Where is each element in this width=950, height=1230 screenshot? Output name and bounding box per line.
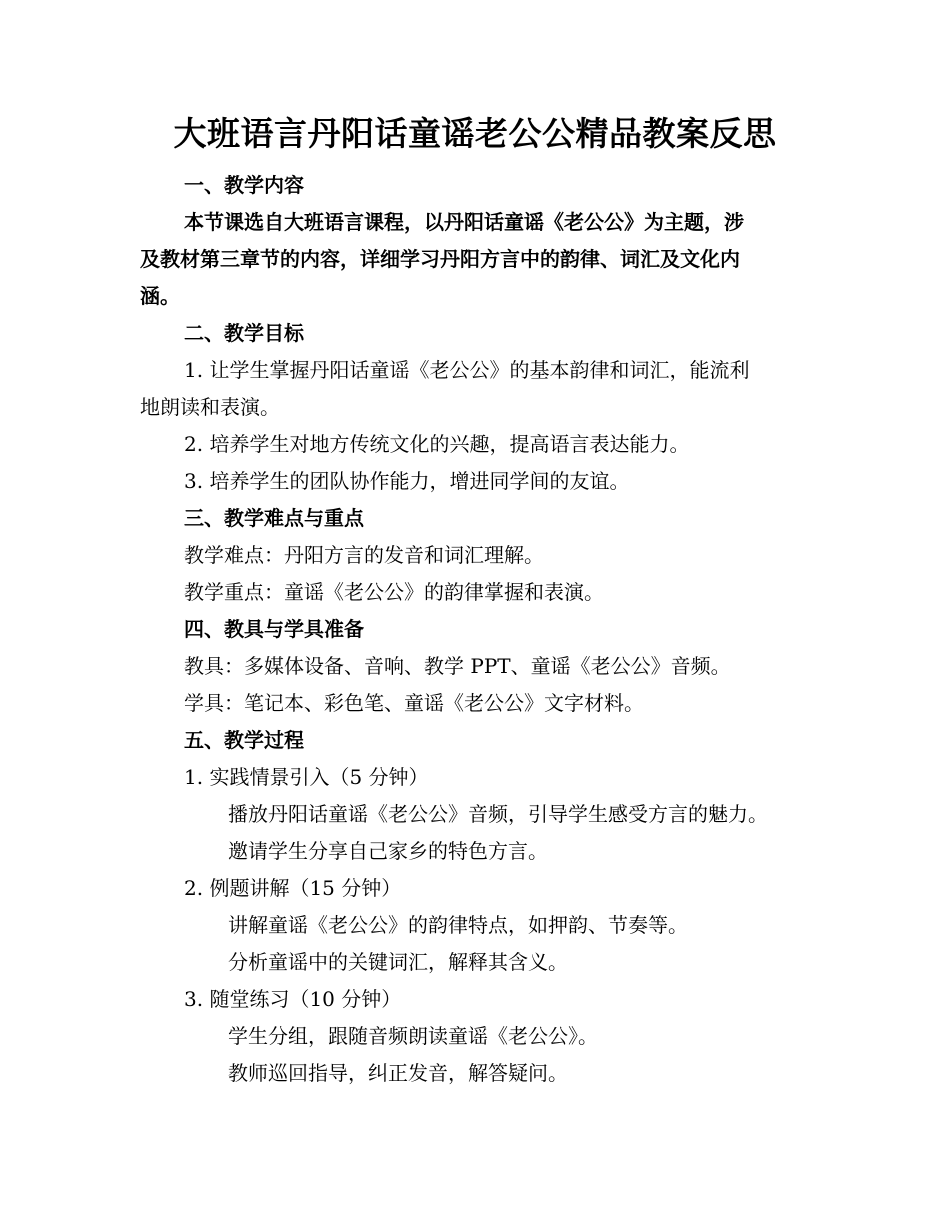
objective-item-continuation: 地朗读和表演。 — [140, 395, 280, 419]
student-tools-text: 学具：笔记本、彩色笔、童谣《老公公》文字材料。 — [184, 691, 644, 715]
section-heading-materials: 四、教具与学具准备 — [184, 617, 364, 641]
process-step-label: 2. 例题讲解（15 分钟） — [184, 876, 402, 900]
key-point-text: 教学重点：童谣《老公公》的韵律掌握和表演。 — [184, 580, 604, 604]
process-step-label: 1. 实践情景引入（5 分钟） — [184, 765, 429, 789]
objective-item: 3. 培养学生的团队协作能力，增进同学间的友谊。 — [184, 469, 630, 493]
section-heading-process: 五、教学过程 — [184, 728, 304, 752]
process-step-detail: 分析童谣中的关键词汇，解释其含义。 — [228, 950, 568, 974]
teacher-tools-text: 教具：多媒体设备、音响、教学 PPT、童谣《老公公》音频。 — [184, 654, 731, 678]
section-heading-objectives: 二、教学目标 — [184, 321, 304, 345]
section-heading-content: 一、教学内容 — [184, 173, 304, 197]
content-paragraph-line: 本节课选自大班语言课程，以丹阳话童谣《老公公》为主题，涉 — [184, 210, 744, 234]
section-heading-key-points: 三、教学难点与重点 — [184, 506, 364, 530]
process-step-detail: 学生分组，跟随音频朗读童谣《老公公》。 — [228, 1024, 598, 1048]
process-step-detail: 讲解童谣《老公公》的韵律特点，如押韵、节奏等。 — [228, 913, 688, 937]
process-step-detail: 播放丹阳话童谣《老公公》音频，引导学生感受方言的魅力。 — [228, 802, 768, 826]
process-step-detail: 邀请学生分享自己家乡的特色方言。 — [228, 839, 548, 863]
content-paragraph-line: 涵。 — [140, 284, 180, 308]
process-step-label: 3. 随堂练习（10 分钟） — [184, 987, 402, 1011]
process-step-detail: 教师巡回指导，纠正发音，解答疑问。 — [228, 1061, 568, 1085]
objective-item: 1. 让学生掌握丹阳话童谣《老公公》的基本韵律和词汇，能流利 — [184, 358, 750, 382]
difficulty-text: 教学难点：丹阳方言的发音和词汇理解。 — [184, 543, 544, 567]
document-title: 大班语言丹阳话童谣老公公精品教案反思 — [173, 114, 777, 153]
objective-item: 2. 培养学生对地方传统文化的兴趣，提高语言表达能力。 — [184, 432, 690, 456]
content-paragraph-line: 及教材第三章节的内容，详细学习丹阳方言中的韵律、词汇及文化内 — [140, 247, 740, 271]
